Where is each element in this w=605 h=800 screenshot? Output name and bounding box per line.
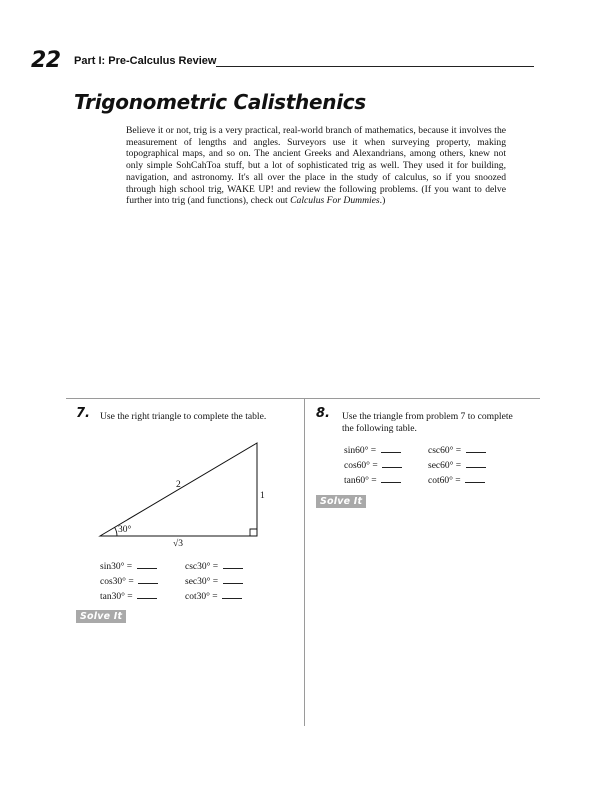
csc60-entry: csc60° = [428, 444, 486, 456]
tan30-entry: tan30° = [100, 590, 157, 602]
adjacent-side-label: √3 [173, 539, 183, 549]
triangle-diagram [95, 440, 270, 552]
problem-7-text: Use the right triangle to complete the table. [100, 411, 267, 422]
answer-blank[interactable] [466, 459, 486, 468]
problem-8-number: 8. [316, 406, 330, 421]
problems-divider-horizontal [66, 398, 540, 399]
problems-divider-vertical [304, 399, 305, 726]
sin30-entry: sin30° = [100, 560, 157, 572]
running-head: Part I: Pre-Calculus Review [74, 55, 217, 67]
sin60-entry: sin60° = [344, 444, 401, 456]
answer-blank[interactable] [222, 590, 242, 599]
cot30-entry: cot30° = [185, 590, 242, 602]
book-title: Calculus For Dummies [290, 195, 380, 207]
csc30-entry: csc30° = [185, 560, 243, 572]
right-angle-marker [250, 529, 257, 536]
answer-blank[interactable] [223, 575, 243, 584]
sec30-entry: sec30° = [185, 575, 243, 587]
right-triangle-figure [95, 440, 270, 552]
answer-blank[interactable] [223, 560, 243, 569]
answer-blank[interactable] [138, 575, 158, 584]
cos60-entry: cos60° = [344, 459, 402, 471]
cos30-entry: cos30° = [100, 575, 158, 587]
intro-end: .) [379, 195, 386, 207]
intro-text: Believe it or not, trig is a very practical, real-world branch of mathematics, because it involves the measurement of lengths and angles. Surveyors use it when surveying property, making topographical maps, and so on. The ancient Greeks and Alexandrians, among others, knew not only simple SohCahToa stuff, but a lot of sophisticated trig as well. They used it for building, navigation, and astronomy. It's all over the place in the study of calculus, so if you snoozed through high school trig, WAKE UP! and review the following problems. (If you want to delve further into trig (and functions), check out [126, 125, 506, 207]
answer-blank[interactable] [137, 590, 157, 599]
opposite-side-label: 1 [260, 491, 265, 501]
section-title: Trigonometric Calisthenics [74, 90, 366, 114]
intro-paragraph [126, 125, 506, 207]
solve-it-badge: Solve It [316, 495, 366, 508]
solve-it-badge: Solve It [76, 610, 126, 623]
cot60-entry: cot60° = [428, 474, 485, 486]
problem-8-text: Use the triangle from problem 7 to complete the following table. [342, 411, 513, 434]
header-rule [216, 66, 534, 67]
answer-blank[interactable] [465, 474, 485, 483]
answer-blank[interactable] [137, 560, 157, 569]
angle-label: 30° [118, 525, 132, 535]
hypotenuse-label: 2 [176, 480, 181, 490]
answer-blank[interactable] [466, 444, 486, 453]
angle-arc [115, 527, 117, 536]
answer-blank[interactable] [381, 474, 401, 483]
answer-blank[interactable] [381, 444, 401, 453]
answer-blank[interactable] [382, 459, 402, 468]
tan60-entry: tan60° = [344, 474, 401, 486]
problem-7-number: 7. [76, 406, 90, 421]
page-number: 22 [31, 48, 61, 73]
sec60-entry: sec60° = [428, 459, 486, 471]
